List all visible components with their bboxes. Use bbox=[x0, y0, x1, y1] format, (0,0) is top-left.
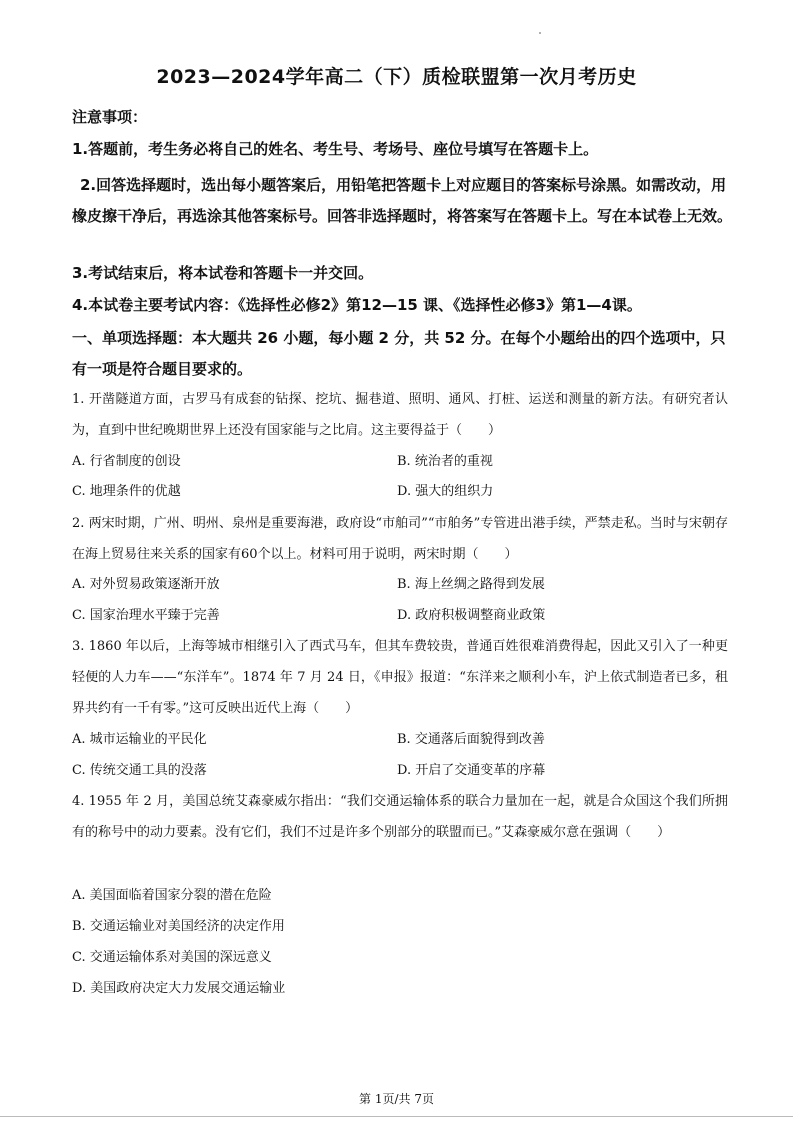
option-d: D. 美国政府决定大力发展交通运输业 bbox=[72, 981, 286, 996]
exam-title: 2023—2024学年高二（下）质检联盟第一次月考历史 bbox=[156, 66, 637, 88]
page-number: 第 1页/共 7页 bbox=[359, 1092, 434, 1106]
option-b: B. 交通运输业对美国经济的决定作用 bbox=[72, 919, 285, 934]
notice-item: 4.本试卷主要考试内容：《选择性必修2》第12—15 课、《选择性必修3》第1—4课。 bbox=[72, 296, 642, 314]
question-stem: 4. 1955 年 2 月，美国总统艾森豪威尔指出：“我们交通运输体系的联合力量加在一起，就是合众国这个我们所拥有的称号中的动力要素。没有它们，我们不过是许多个别部分的联盟而已。”艾森豪威尔意在强调（ ） bbox=[72, 794, 728, 840]
option-d: D. 政府积极调整商业政策 bbox=[397, 608, 546, 623]
option-d: D. 开启了交通变革的序幕 bbox=[397, 763, 546, 778]
option-a: A. 美国面临着国家分裂的潜在危险 bbox=[72, 888, 272, 903]
question-stem: 2. 两宋时期，广州、明州、泉州是重要海港，政府设“市舶司”“市舶务”专管进出港手续，严禁走私。当时与宋朝存在海上贸易往来关系的国家有60个以上。材料可用于说明，两宋时期（ ） bbox=[72, 516, 728, 562]
notice-item: 1.答题前，考生务必将自己的姓名、考生号、考场号、座位号填写在答题卡上。 bbox=[72, 140, 599, 158]
option-a: A. 城市运输业的平民化 bbox=[72, 732, 207, 747]
option-b: B. 统治者的重视 bbox=[397, 454, 493, 469]
option-a: A. 对外贸易政策逐渐开放 bbox=[72, 577, 220, 592]
option-b: B. 交通落后面貌得到改善 bbox=[397, 732, 545, 747]
question-stem: 3. 1860 年以后，上海等城市相继引入了西式马车，但其车费较贵，普通百姓很难消费得起，因此又引入了一种更轻便的人力车——“东洋车”。1874 年 7 月 24 日，《申报》报道：“东洋来之顺利小车，沪上依式制造者已多，租界共约有一千有零。”这可反映出近代上海（ ） bbox=[72, 639, 728, 716]
option-b: B. 海上丝绸之路得到发展 bbox=[397, 577, 545, 592]
section-heading: 一、单项选择题：本大题共 26 小题，每小题 2 分，共 52 分。在每个小题给出的四个选项中，只有一项是符合题目要求的。 bbox=[72, 329, 726, 378]
notice-item: 2.回答选择题时，选出每小题答案后，用铅笔把答题卡上对应题目的答案标号涂黑。如需改动，用橡皮擦干净后，再选涂其他答案标号。回答非选择题时，将答案写在答题卡上。写在本试卷上无效。 bbox=[72, 176, 733, 225]
notice-heading: 注意事项： bbox=[72, 108, 148, 126]
option-c: C. 交通运输体系对美国的深远意义 bbox=[72, 950, 272, 965]
bottom-rule bbox=[0, 1116, 793, 1117]
option-d: D. 强大的组织力 bbox=[397, 484, 494, 499]
option-c: C. 国家治理水平臻于完善 bbox=[72, 608, 220, 623]
option-a: A. 行省制度的创设 bbox=[72, 454, 181, 469]
option-c: C. 地理条件的优越 bbox=[72, 484, 181, 499]
speck bbox=[539, 32, 541, 34]
option-c: C. 传统交通工具的没落 bbox=[72, 763, 207, 778]
notice-item: 3.考试结束后，将本试卷和答题卡一并交回。 bbox=[72, 264, 374, 282]
question-stem: 1. 开凿隧道方面，古罗马有成套的钻探、挖坑、掘巷道、照明、通风、打桩、运送和测量的新方法。有研究者认为，直到中世纪晚期世界上还没有国家能与之比肩。这主要得益于（ ） bbox=[72, 392, 728, 438]
